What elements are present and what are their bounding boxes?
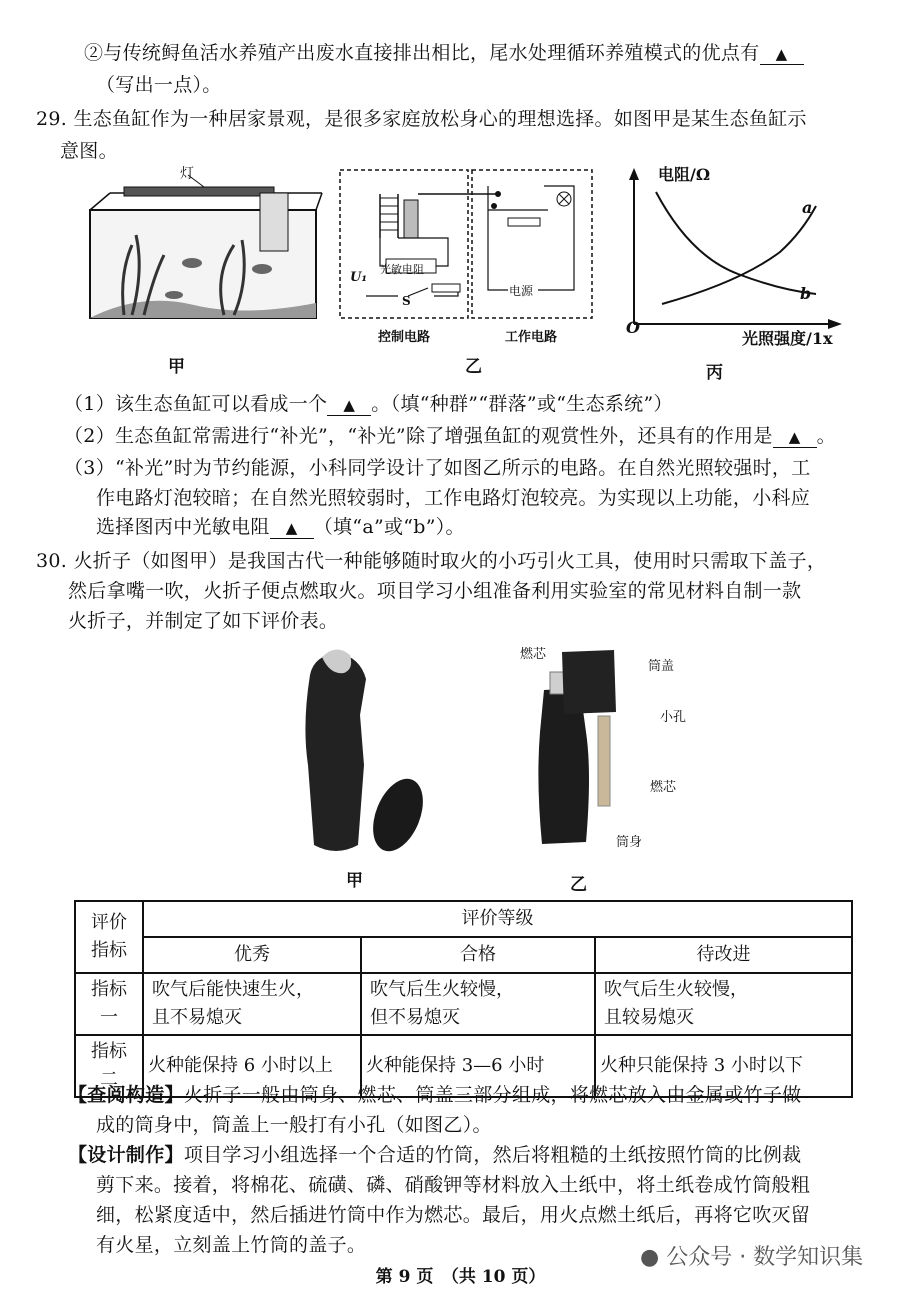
indicator-name: 指标二 bbox=[75, 1035, 143, 1097]
table-cell: 吹气后生火较慢， 且较易熄灭 bbox=[595, 973, 852, 1035]
photoresistor-label: 光敏电阻 bbox=[380, 263, 424, 276]
design-line2: 剪下来。接着，将棉花、硫磺、磷、硝酸钾等材料放入土纸中，将土纸卷成竹筒般粗 bbox=[96, 1174, 811, 1196]
table-cell: 火种只能保持 3 小时以下 bbox=[595, 1035, 852, 1097]
q29-sub3-line2: 作电路灯泡较暗；在自然光照较弱时，工作电路灯泡较亮。为实现以上功能，小科应 bbox=[96, 487, 811, 509]
q30-fig-yi-caption: 乙 bbox=[570, 875, 587, 895]
curve-b bbox=[656, 192, 816, 294]
q30-stem-line2: 然后拿嘴一吹，火折子便点燃取火。项目学习小组准备利用实验室的常见材料自制一款 bbox=[68, 580, 802, 602]
fire-starter-photo bbox=[290, 645, 440, 860]
wick-top-label: 燃芯 bbox=[520, 647, 547, 662]
design-line3: 细，松紧度适中，然后插进竹筒中作为燃芯。最后，用火点燃土纸后，再将它吹灭留 bbox=[96, 1204, 811, 1226]
answer-blank[interactable]: ▲ bbox=[327, 395, 371, 416]
control-circuit-label: 控制电路 bbox=[378, 330, 431, 345]
design-line1: 【设计制作】项目学习小组选择一个合适的竹筒，然后将粗糙的土纸按照竹筒的比例裁 bbox=[68, 1144, 802, 1166]
graph-ylabel: 电阻/Ω bbox=[658, 165, 711, 184]
indicator-name: 指标一 bbox=[75, 973, 143, 1035]
level-excellent: 优秀 bbox=[143, 937, 361, 973]
resistance-graph bbox=[620, 164, 850, 336]
research-line1: 【查阅构造】火折子一般由筒身、燃芯、筒盖三部分组成，将燃芯放入由金属或竹子做 bbox=[68, 1084, 802, 1106]
page-number: 第 9 页 （共 10 页） bbox=[375, 1267, 546, 1287]
q29-sub1: （1）该生态鱼缸可以看成一个 ▲ 。（填“种群”“群落”或“生态系统”） bbox=[64, 393, 673, 415]
fig-bing-caption: 丙 bbox=[706, 363, 723, 383]
work-circuit-label: 工作电路 bbox=[505, 330, 558, 345]
fig-yi-caption: 乙 bbox=[465, 357, 482, 377]
fish-tank-figure bbox=[84, 165, 330, 340]
watermark: ● 公众号 · 数学知识集 bbox=[640, 1245, 864, 1270]
fire-starter-parts bbox=[530, 642, 660, 852]
wechat-icon: ● bbox=[640, 1245, 660, 1270]
q29-stem-line1: 29. 生态鱼缸作为一种居家景观，是很多家庭放松身心的理想选择。如图甲是某生态鱼缸示 bbox=[36, 108, 807, 130]
switch-label: S bbox=[402, 294, 411, 308]
q30-stem-line1: 30. 火折子（如图甲）是我国古代一种能够随时取火的小巧引火工具，使用时只需取下盖子， bbox=[36, 550, 827, 572]
table-row bbox=[75, 973, 852, 1035]
graph-origin: O bbox=[626, 318, 640, 337]
cap-label: 筒盖 bbox=[648, 659, 675, 674]
level-header: 评价等级 bbox=[143, 901, 852, 937]
table-cell: 火种能保持 3—6 小时 bbox=[361, 1035, 595, 1097]
graph-xlabel: 光照强度/1x bbox=[742, 329, 833, 348]
table-cell: 吹气后能快速生火， 且不易熄灭 bbox=[143, 973, 361, 1035]
q29-sub3-line3: 选择图丙中光敏电阻 ▲ （填“a”或“b”）。 bbox=[96, 516, 465, 538]
circuit-figure bbox=[338, 166, 596, 322]
lamp-label: 灯 bbox=[180, 166, 194, 182]
q28-part2-line1: ②与传统鲟鱼活水养殖产出废水直接排出相比，尾水处理循环养殖模式的优点有 ▲ bbox=[84, 40, 804, 66]
design-line4: 有火星，立刻盖上竹筒的盖子。 bbox=[96, 1234, 367, 1256]
q30-fig-jia-caption: 甲 bbox=[346, 871, 363, 891]
q29-stem-line2: 意图。 bbox=[60, 140, 118, 162]
q30-stem-line3: 火折子，并制定了如下评价表。 bbox=[68, 610, 339, 632]
wick-label: 燃芯 bbox=[650, 780, 677, 795]
research-line2: 成的筒身中，筒盖上一般打有小孔（如图乙）。 bbox=[96, 1114, 492, 1136]
hole-label: 小孔 bbox=[660, 710, 687, 725]
level-pass: 合格 bbox=[361, 937, 595, 973]
answer-blank[interactable]: ▲ bbox=[760, 44, 804, 65]
power-label: 电源 bbox=[509, 284, 534, 298]
q29-sub3-line1: （3）“补光”时为节约能源，小科同学设计了如图乙所示的电路。在自然光照较强时，工 bbox=[64, 457, 811, 479]
answer-blank[interactable]: ▲ bbox=[773, 427, 817, 448]
u1-label: U₁ bbox=[350, 270, 368, 285]
indicator-header: 评价 指标 bbox=[75, 901, 143, 973]
table-cell: 火种能保持 6 小时以上 bbox=[143, 1035, 361, 1097]
evaluation-table bbox=[74, 900, 853, 1098]
table-cell: 吹气后生火较慢， 但不易熄灭 bbox=[361, 973, 595, 1035]
q29-sub2: （2）生态鱼缸常需进行“补光”，“补光”除了增强鱼缸的观赏性外，还具有的作用是 ▲ 。 bbox=[64, 425, 836, 447]
level-improve: 待改进 bbox=[595, 937, 852, 973]
body-label: 筒身 bbox=[616, 835, 643, 850]
curve-b-label: b bbox=[800, 284, 812, 303]
curve-a bbox=[662, 206, 816, 304]
fig-jia-caption: 甲 bbox=[168, 357, 185, 377]
answer-blank[interactable]: ▲ bbox=[270, 518, 314, 539]
curve-a-label: a bbox=[802, 198, 813, 217]
q28-part2-line2: （写出一点）。 bbox=[96, 74, 222, 96]
filter bbox=[260, 193, 288, 251]
lamp-bar bbox=[124, 187, 274, 196]
